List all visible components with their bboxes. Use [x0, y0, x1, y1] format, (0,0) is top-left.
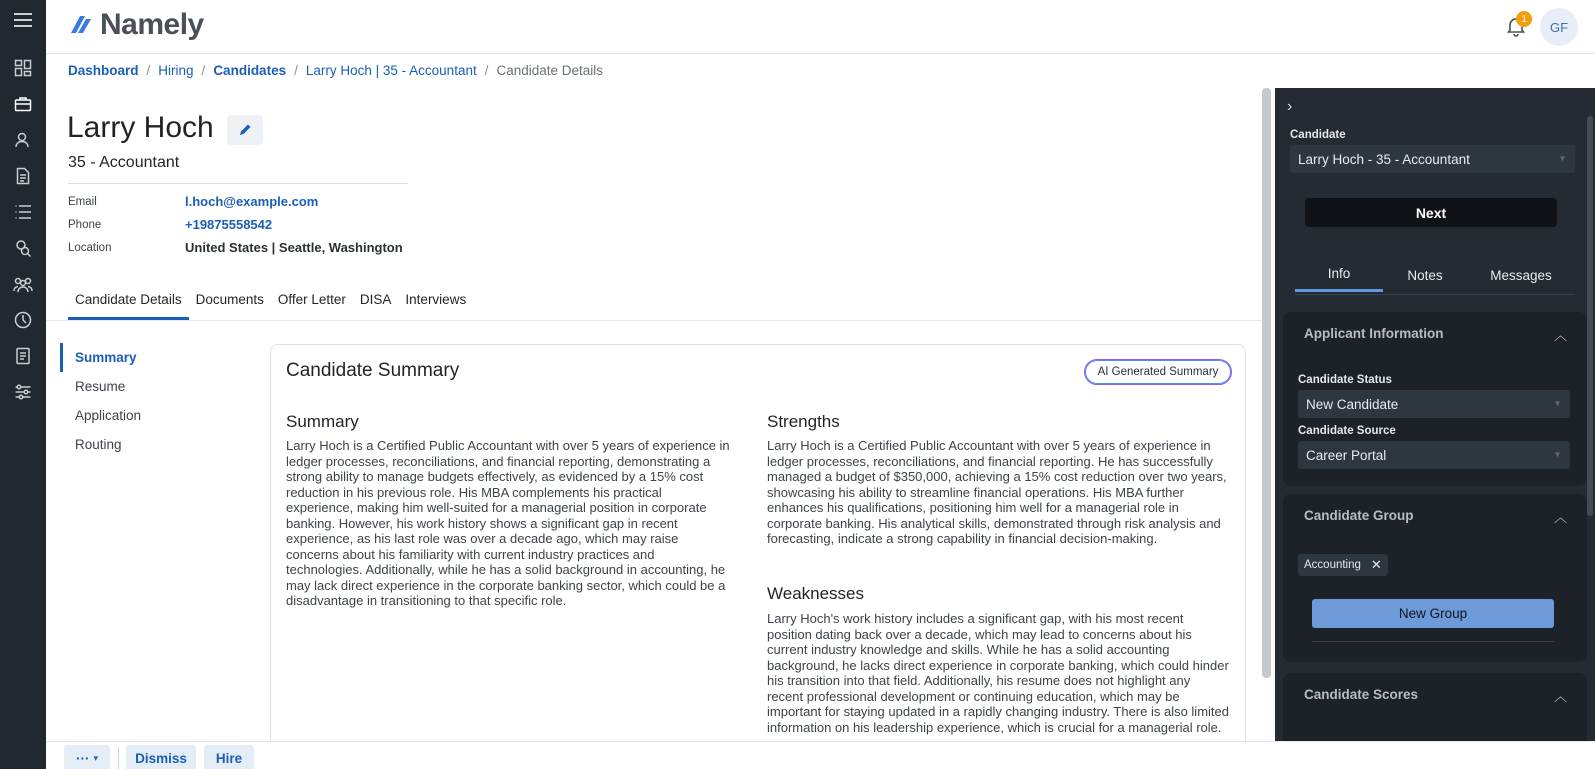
- chevron-down-icon: ▾: [1554, 398, 1560, 410]
- list-icon[interactable]: [11, 200, 35, 224]
- more-actions-button[interactable]: [64, 745, 110, 769]
- candidate-role: 35 - Accountant: [68, 154, 180, 171]
- candidate-source-label: Candidate Source: [1298, 425, 1396, 437]
- new-group-button[interactable]: New Group: [1312, 599, 1554, 628]
- breadcrumb-candidates[interactable]: Candidates: [213, 63, 287, 78]
- document-icon[interactable]: [11, 164, 35, 188]
- breadcrumb-separator: /: [294, 63, 298, 78]
- candidate-source-value: Career Portal: [1306, 447, 1387, 463]
- location-value: United States | Seattle, Washington: [185, 240, 403, 255]
- dismiss-button[interactable]: Dismiss: [126, 745, 196, 769]
- breadcrumb-hiring[interactable]: Hiring: [158, 63, 194, 78]
- candidate-status-value: New Candidate: [1306, 396, 1399, 412]
- candidate-select-value: Larry Hoch - 35 - Accountant: [1298, 151, 1470, 167]
- candidate-tabs: [68, 286, 473, 320]
- tab-candidate-details[interactable]: Candidate Details: [68, 286, 189, 320]
- tab-documents[interactable]: Documents: [195, 292, 264, 307]
- weaknesses-heading: Weaknesses: [767, 584, 865, 603]
- left-nav-rail: [0, 0, 46, 769]
- remove-group-icon[interactable]: ✕: [1370, 557, 1382, 572]
- summary-heading: Summary: [286, 412, 359, 431]
- candidate-group-title[interactable]: Candidate Group: [1304, 508, 1414, 523]
- candidate-source-select[interactable]: [1298, 441, 1570, 469]
- candidate-select-label: Candidate: [1290, 129, 1346, 141]
- chevron-up-icon[interactable]: ︿: [1553, 510, 1567, 525]
- main-scrollbar[interactable]: [1262, 88, 1271, 678]
- tab-interviews[interactable]: Interviews: [405, 292, 467, 307]
- applicant-information-title[interactable]: Applicant Information: [1304, 326, 1444, 341]
- namely-logo-icon: [68, 13, 94, 37]
- card-title: Candidate Summary: [286, 360, 460, 381]
- candidate-group-section: [1283, 494, 1587, 662]
- details-subnav: [60, 343, 141, 459]
- panel-tab-notes[interactable]: Notes: [1407, 267, 1443, 283]
- candidate-status-select[interactable]: [1298, 390, 1570, 418]
- briefcase-icon[interactable]: [11, 92, 35, 116]
- team-icon[interactable]: [11, 272, 35, 296]
- subnav-resume[interactable]: Resume: [75, 379, 126, 394]
- candidate-name: Larry Hoch: [67, 111, 214, 144]
- panel-tab-info[interactable]: Info: [1295, 258, 1383, 292]
- candidate-scores-title[interactable]: Candidate Scores: [1304, 687, 1419, 702]
- breadcrumb-separator: /: [484, 63, 489, 78]
- candidate-status-label: Candidate Status: [1298, 374, 1392, 386]
- chevron-down-icon: ▾: [1554, 449, 1560, 461]
- panel-tabs: [1295, 258, 1575, 292]
- breadcrumb-separator: /: [201, 63, 206, 78]
- candidate-side-panel: [1275, 88, 1595, 769]
- chevron-up-icon[interactable]: ︿: [1553, 689, 1567, 704]
- candidate-summary-card: [270, 344, 1246, 769]
- chevron-down-icon: ▾: [1559, 153, 1565, 165]
- app-logo[interactable]: [68, 8, 204, 42]
- person-icon[interactable]: [11, 128, 35, 152]
- logo-wordmark: Namely: [100, 8, 204, 41]
- people-search-icon[interactable]: [11, 236, 35, 260]
- group-chip: [1298, 554, 1388, 576]
- location-label: Location: [68, 241, 112, 254]
- ai-summary-badge: AI Generated Summary: [1084, 359, 1232, 385]
- breadcrumb-dashboard[interactable]: Dashboard: [68, 63, 139, 78]
- group-chip-label: Accounting: [1304, 559, 1361, 571]
- hire-button[interactable]: Hire: [204, 745, 254, 769]
- report-icon[interactable]: [11, 344, 35, 368]
- panel-tabs-divider: [1295, 294, 1575, 295]
- candidate-select[interactable]: [1290, 145, 1575, 173]
- breadcrumb-job[interactable]: Larry Hoch | 35 - Accountant: [305, 63, 477, 78]
- dashboard-icon[interactable]: [11, 56, 35, 80]
- top-header: [46, 0, 1595, 54]
- email-label: Email: [68, 195, 97, 208]
- breadcrumb-current: Candidate Details: [496, 63, 604, 78]
- bottom-bar-divider: [118, 747, 119, 769]
- pencil-icon: [238, 123, 252, 137]
- subnav-summary[interactable]: Summary: [60, 343, 141, 372]
- weaknesses-text: Larry Hoch's work history includes a significant gap, with his most recent position dating back over a decade, which may lead to concerns about his current industry knowledge and skills. While he has a solid accounting background, he lacks direct experience in corporate banking, which could hinder his transition into that field. Additionally, his resume does not highlight any recent professional development or continuing education, which may be important for staying updated in a rapidly changing industry. There is also limited information on his leadership experience, which is crucial for a managerial role.: [767, 611, 1229, 735]
- subnav-application[interactable]: Application: [75, 408, 142, 423]
- applicant-information-section: [1283, 312, 1587, 486]
- strengths-heading: Strengths: [767, 412, 840, 431]
- subnav-routing[interactable]: Routing: [75, 437, 122, 452]
- header-divider: [68, 183, 408, 184]
- bottom-action-bar: [46, 741, 1595, 769]
- email-link[interactable]: l.hoch@example.com: [185, 194, 319, 209]
- tab-disa[interactable]: DISA: [359, 292, 392, 307]
- notification-count-badge: 1: [1516, 11, 1532, 27]
- chevron-down-icon: ▾: [93, 753, 99, 763]
- summary-text: Larry Hoch is a Certified Public Accountant with over 5 years of experience in ledger processes, reconciliations, and financial reporting, demonstrating a strong ability to manage budgets effectively, as evidenced by a 15% cost reduction in his previous role. His MBA complements his practical experience, making him well-suited for a managerial position in corporate banking. However, his work history shows a significant gap in recent experience, as his last role was over a decade ago, which may raise concerns about his familiarity with current industry practices and technologies. Additionally, while he has a solid background in accounting, he may lack direct experience in the corporate banking sector, which could be a disadvantage in transitioning to that specific role.: [286, 438, 730, 608]
- breadcrumb: [68, 63, 603, 78]
- user-avatar[interactable]: GF: [1540, 8, 1578, 46]
- compass-icon[interactable]: [11, 308, 35, 332]
- chevron-up-icon[interactable]: ︿: [1553, 328, 1567, 343]
- phone-label: Phone: [68, 218, 102, 231]
- next-candidate-button[interactable]: Next: [1305, 198, 1557, 227]
- settings-sliders-icon[interactable]: [11, 380, 35, 404]
- edit-candidate-button[interactable]: [227, 115, 263, 145]
- more-actions-label: ···: [75, 751, 90, 766]
- panel-scrollbar[interactable]: [1587, 116, 1593, 516]
- tab-offer-letter[interactable]: Offer Letter: [277, 292, 346, 307]
- phone-link[interactable]: +19875558542: [185, 217, 273, 232]
- tabs-divider: [46, 320, 1263, 321]
- group-divider: [1312, 641, 1554, 642]
- contact-info: [68, 190, 403, 259]
- strengths-text: Larry Hoch is a Certified Public Accountant with over 5 years of experience in ledger processes, reconciliations, and financial reporting. He has successfully managed a budget of $350,000, achieving a 15% cost reduction over two years, showcasing his ability to streamline financial operations. His MBA further enhances his qualifications, positioning him well for a managerial role in corporate banking. His analytical skills, demonstrated through risk analysis and forecasting, indicate a strong capability in financial decision-making.: [767, 438, 1227, 546]
- panel-tab-messages[interactable]: Messages: [1490, 267, 1552, 283]
- collapse-panel-chevron-icon[interactable]: ›: [1287, 98, 1293, 115]
- menu-icon[interactable]: [11, 8, 35, 32]
- breadcrumb-separator: /: [146, 63, 151, 78]
